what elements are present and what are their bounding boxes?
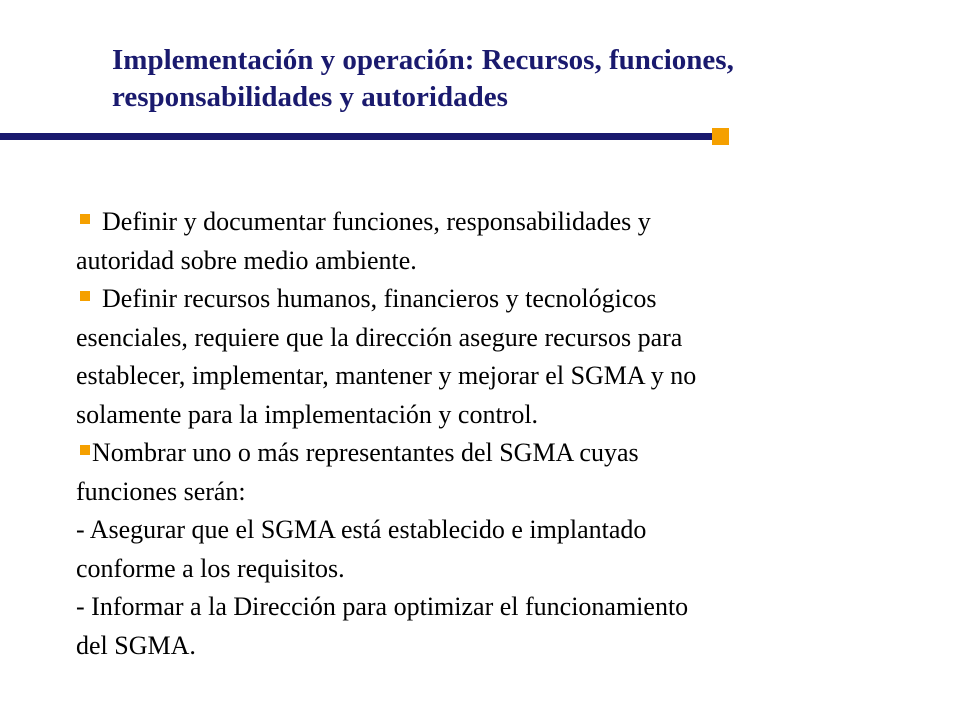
title-underline-rule xyxy=(0,133,712,140)
body-line: del SGMA. xyxy=(76,630,196,660)
body-line xyxy=(76,203,916,242)
body-line: solamente para la implementación y control. xyxy=(76,399,539,429)
title-line-2: responsabilidades y autoridades xyxy=(112,81,508,113)
body-line xyxy=(76,280,916,319)
bullet-text: Definir recursos humanos, financieros y tecnológicos xyxy=(102,284,657,313)
square-bullet-icon xyxy=(80,445,90,455)
body-line: funciones serán: xyxy=(76,476,246,506)
square-bullet-icon xyxy=(80,214,90,224)
slide-title xyxy=(112,42,872,116)
body-line xyxy=(76,434,916,473)
square-accent-icon xyxy=(712,128,729,145)
body-line: conforme a los requisitos. xyxy=(76,553,345,583)
title-line-1: Implementación y operación: Recursos, funciones, xyxy=(112,44,734,76)
body-line: autoridad sobre medio ambiente. xyxy=(76,245,417,275)
body-line: - Informar a la Dirección para optimizar el funcionamiento xyxy=(76,592,689,621)
body-line: establecer, implementar, mantener y mejorar el SGMA y no xyxy=(76,361,697,390)
square-bullet-icon xyxy=(80,291,90,301)
bullet-text: Definir y documentar funciones, responsabilidades y xyxy=(102,207,651,236)
body-line: - Asegurar que el SGMA está establecido e implantado xyxy=(76,515,647,544)
slide-body xyxy=(76,203,916,665)
bullet-text: Nombrar uno o más representantes del SGMA cuyas xyxy=(92,438,639,467)
body-line: esenciales, requiere que la dirección asegure recursos para xyxy=(76,322,683,352)
